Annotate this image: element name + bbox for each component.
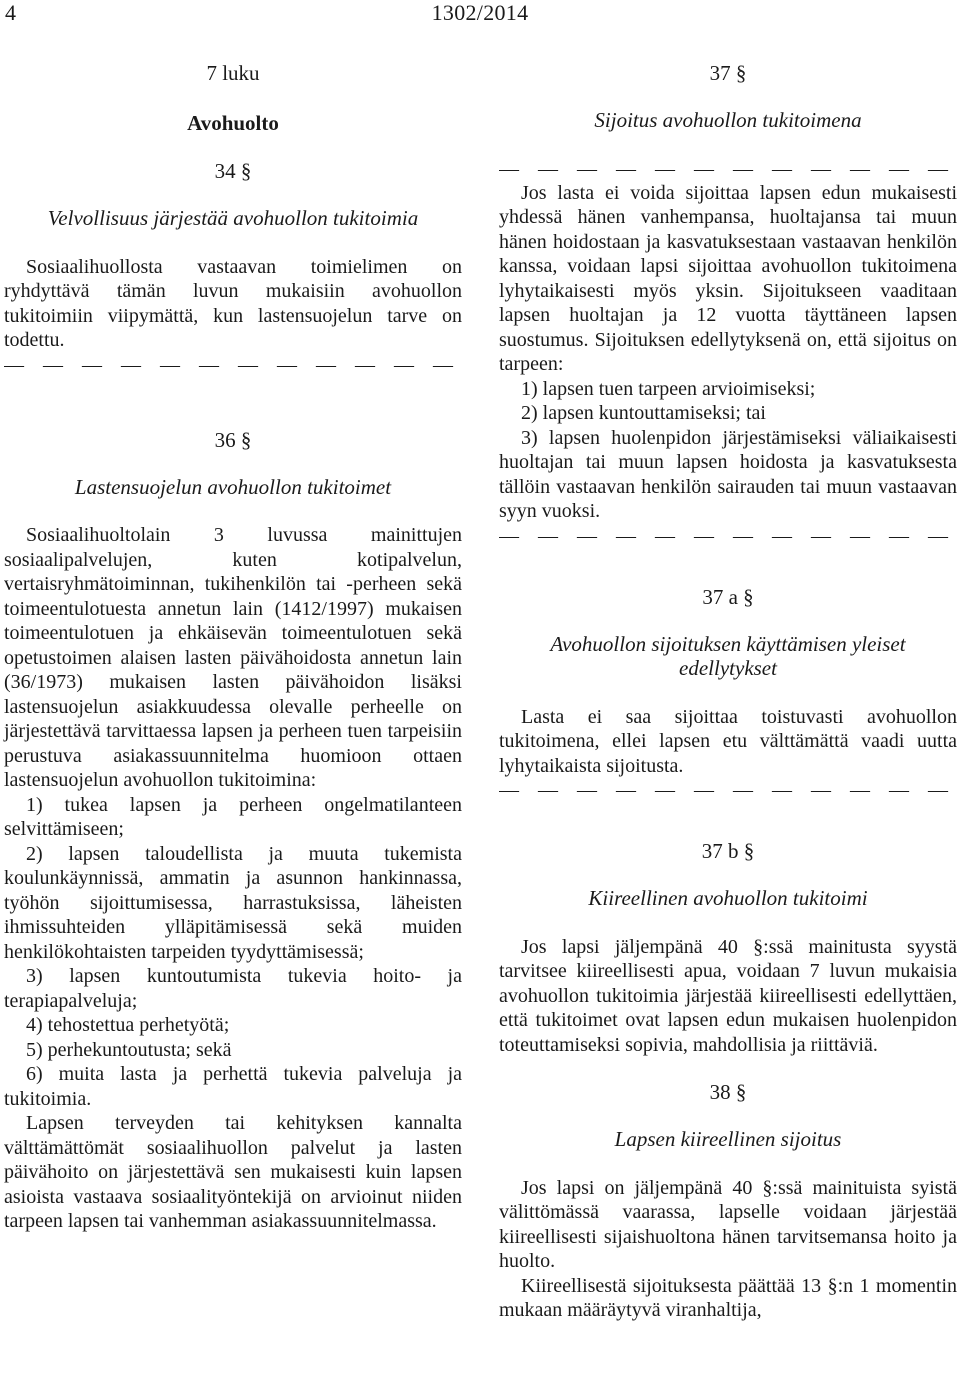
section-37-number: 37 § — [709, 61, 747, 85]
section-37a-text: Lasta ei saa sijoittaa toistuvasti avohuollon tukitoimena, ellei lapsen etu välttämättä vaadi uutta lyhytaikaista sijoitusta. — [499, 705, 957, 777]
page-number: 4 — [5, 0, 16, 25]
section-38-text-2: Kiireellisestä sijoituksesta päättää 13 §:n 1 momentin mukaan määräytyvä viranhaltija, — [499, 1274, 957, 1321]
section-37b-number: 37 b § — [701, 839, 755, 863]
omission-marker: — — — — — — — — — — — — — [499, 524, 955, 547]
section-38-number: 38 § — [709, 1080, 747, 1104]
omission-marker: — — — — — — — — — — — — — [4, 353, 460, 376]
section-34-text: Sosiaalihuollosta vastaavan toimielimen on ryhdyttävä tämän luvun mukaisiin avohuollon tukitoimiin viipymättä, kun lastensuojelun tarve on todettu. — [4, 255, 462, 351]
chapter-number: 7 luku — [206, 61, 260, 85]
section-36-intro: Sosiaalihuoltolain 3 luvussa mainittujen sosiaalipalvelujen, kuten kotipalvelun, vertaisryhmätoiminnan, tukihenkilön tai -perheen sekä toimeentulotuesta annetun lain (1412/1997) mukaisen toimeentulotuen ja ehkäisevän toimeentulotuen sekä opetustoimen alaisen lasten päivähoidosta annetun lain (36/1973) mukaisen lasten päivähoidon lisäksi lastensuojelun asiakkuudessa olevalle perheelle on järjestettävä tarvittaessa lapsen ja perheen tuen tarpeisiin perustuva asiakassuunnitelma huomioon ottaen lastensuojelun avohuollon tukitoimina: — [4, 524, 462, 791]
section-38-text-1: Jos lapsi on jäljempänä 40 §:ssä mainituista syistä välittömässä vaarassa, lapselle voidaan järjestää kiireellisesti sijaishuoltona hänen tarvitsemansa hoito ja huolto. — [499, 1176, 957, 1272]
section-36-item-2: 2) lapsen taloudellista ja muuta tukemista koulunkäynnissä, ammatin ja asunnon hankinnassa, työhön sijoittumisessa, harrastuksissa, läheisten ihmissuhteiden ylläpitämisessä sekä muiden henkilökohtaisten tarpeiden tyydyttämisessä; — [4, 842, 462, 963]
section-37b-text: Jos lapsi jäljempänä 40 §:ssä mainitusta syystä tarvitsee kiireellisesti apua, voidaan 7 luvun mukaisia avohuollon tukitoimia järjestää kiireellisesti edellyttäen, että tukitoimet ovat lapsen edun mukaisen huolenpidon toteuttamiseksi sopivia, mahdollisia ja riittäviä. — [499, 935, 957, 1056]
section-37b-title: Kiireellinen avohuollon tukitoimi — [588, 886, 868, 910]
section-34-title: Velvollisuus järjestää avohuollon tukitoimia — [47, 206, 419, 230]
section-38-title: Lapsen kiireellinen sijoitus — [614, 1127, 842, 1151]
section-36-item-6: 6) muita lasta ja perhettä tukevia palveluja ja tukitoimia. — [4, 1063, 462, 1110]
section-36-title: Lastensuojelun avohuollon tukitoimet — [74, 474, 392, 499]
section-37-item-1: 1) lapsen tuen tarpeen arvioimiseksi; — [521, 377, 816, 400]
section-36-number: 36 § — [214, 427, 252, 452]
section-37-title: Sijoitus avohuollon tukitoimena — [594, 108, 862, 132]
section-36-closing: Lapsen terveyden tai kehityksen kannalta välttämättömät sosiaalihuollon palvelut ja lasten päivähoito on järjestettävä sen mukaisesti kuin lapsen asioista vastaava sosiaalityöntekijä on arvioinut niiden tarpeen lapsen tai vanhemman asiakassuunnitelmassa. — [4, 1112, 462, 1232]
section-37-item-3: 3) lapsen huolenpidon järjestämiseksi väliaikaisesti huoltajan tai muun lapsen hoidosta ja kasvatuksesta tällöin vastaavan henkilön sairauden tai muun vastaavan syyn vuoksi. — [499, 426, 957, 522]
section-37a-title: Avohuollon sijoituksen käyttämisen yleiset edellytykset — [550, 631, 906, 680]
section-36-item-4: 4) tehostettua perhetyötä; — [26, 1014, 230, 1036]
omission-marker: — — — — — — — — — — — — — [499, 157, 955, 180]
document-id: 1302/2014 — [431, 0, 529, 25]
left-column — [4, 60, 462, 1234]
omission-marker: — — — — — — — — — — — — — [499, 779, 955, 801]
right-column — [499, 60, 957, 1323]
section-36-item-1: 1) tukea lapsen ja perheen ongelmatilanteen selvittämiseen; — [4, 793, 462, 840]
section-36-item-3: 3) lapsen kuntoutumista tukevia hoito- ja terapiapalveluja; — [4, 965, 462, 1012]
section-34-number: 34 § — [214, 159, 252, 183]
section-37-text: Jos lasta ei voida sijoittaa lapsen edun mukaisesti yhdessä hänen vanhempansa, huoltajansa tai muun hänen hoidostaan ja kasvatuksestaan vastaavan henkilön kanssa, voidaan lapsi sijoittaa avohuollon tukitoimena lyhytaikaisesti myös yksin. Sijoitukseen vaaditaan lapsen huoltajan ja 12 vuotta täyttäneen lapsen suostumus. Sijoituksen edellytyksenä on, että sijoitus on tarpeen: — [499, 181, 957, 375]
chapter-title: Avohuolto — [187, 111, 279, 135]
section-37a-number: 37 a § — [702, 584, 754, 609]
section-36-item-5: 5) perhekuntoutusta; sekä — [26, 1038, 232, 1061]
section-37-item-2: 2) lapsen kuntouttamiseksi; tai — [521, 402, 766, 424]
